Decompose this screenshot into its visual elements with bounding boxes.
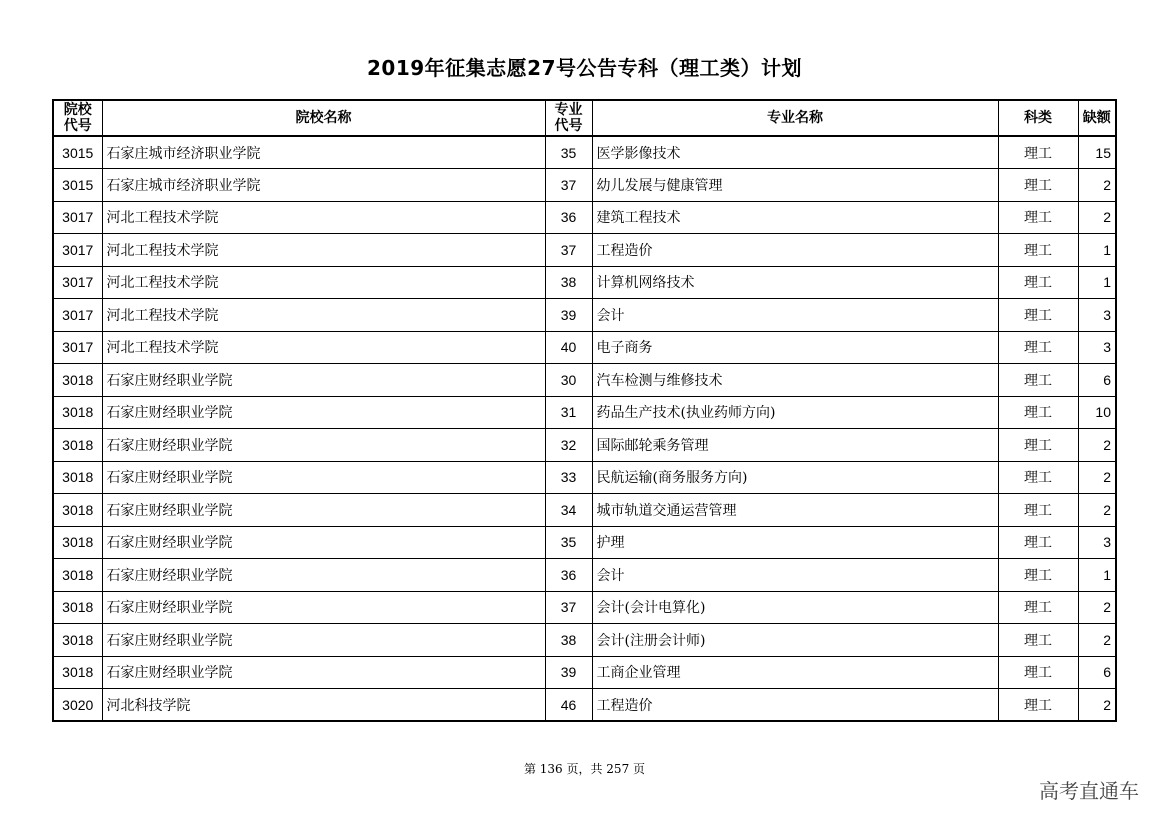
cell-category: 理工 (998, 201, 1078, 234)
table-row (53, 201, 1116, 234)
cell-school-name: 河北工程技术学院 (102, 331, 545, 364)
cell-major-name: 城市轨道交通运营管理 (592, 494, 998, 527)
cell-school-code: 3018 (53, 624, 102, 657)
cell-category: 理工 (998, 656, 1078, 689)
table-row (53, 299, 1116, 332)
cell-quota: 2 (1078, 201, 1116, 234)
table-row (53, 559, 1116, 592)
cell-major-name: 工程造价 (592, 234, 998, 267)
cell-major-name: 国际邮轮乘务管理 (592, 429, 998, 462)
cell-school-name: 河北科技学院 (102, 689, 545, 722)
cell-quota: 2 (1078, 429, 1116, 462)
table-row (53, 689, 1116, 722)
cell-school-name: 石家庄财经职业学院 (102, 656, 545, 689)
cell-category: 理工 (998, 169, 1078, 202)
header-school-name: 院校名称 (102, 100, 545, 136)
cell-school-code: 3018 (53, 656, 102, 689)
table-header-row (53, 100, 1116, 136)
cell-quota: 3 (1078, 299, 1116, 332)
header-category: 科类 (998, 100, 1078, 136)
cell-category: 理工 (998, 299, 1078, 332)
cell-quota: 6 (1078, 364, 1116, 397)
table-row (53, 266, 1116, 299)
cell-category: 理工 (998, 526, 1078, 559)
cell-quota: 1 (1078, 559, 1116, 592)
cell-quota: 2 (1078, 494, 1116, 527)
cell-school-name: 石家庄财经职业学院 (102, 526, 545, 559)
cell-major-name: 电子商务 (592, 331, 998, 364)
cell-major-code: 38 (545, 624, 592, 657)
table-row (53, 429, 1116, 462)
cell-school-name: 河北工程技术学院 (102, 201, 545, 234)
cell-school-name: 石家庄财经职业学院 (102, 591, 545, 624)
page-footer: 第 136 页，共 257 页 (523, 762, 646, 776)
cell-school-code: 3015 (53, 136, 102, 169)
table-row (53, 591, 1116, 624)
cell-major-code: 36 (545, 559, 592, 592)
table-row (53, 234, 1116, 267)
cell-major-code: 35 (545, 136, 592, 169)
cell-category: 理工 (998, 429, 1078, 462)
cell-major-code: 33 (545, 461, 592, 494)
cell-major-code: 35 (545, 526, 592, 559)
table-row (53, 331, 1116, 364)
header-school-code: 院校 代号 (53, 100, 102, 136)
page-title: 2019年征集志愿27号公告专科（理工类）计划 (367, 56, 802, 80)
cell-category: 理工 (998, 396, 1078, 429)
table-row (53, 624, 1116, 657)
cell-major-code: 36 (545, 201, 592, 234)
cell-major-code: 37 (545, 234, 592, 267)
cell-school-name: 石家庄城市经济职业学院 (102, 136, 545, 169)
cell-category: 理工 (998, 494, 1078, 527)
plan-table (52, 99, 1117, 722)
cell-category: 理工 (998, 461, 1078, 494)
cell-quota: 2 (1078, 591, 1116, 624)
cell-school-code: 3017 (53, 201, 102, 234)
cell-category: 理工 (998, 624, 1078, 657)
cell-category: 理工 (998, 591, 1078, 624)
table-row (53, 656, 1116, 689)
table-row (53, 396, 1116, 429)
cell-school-code: 3018 (53, 559, 102, 592)
cell-major-name: 建筑工程技术 (592, 201, 998, 234)
cell-major-name: 会计 (592, 559, 998, 592)
cell-school-code: 3018 (53, 591, 102, 624)
cell-school-code: 3017 (53, 266, 102, 299)
table-row (53, 169, 1116, 202)
cell-school-name: 河北工程技术学院 (102, 299, 545, 332)
cell-school-name: 石家庄财经职业学院 (102, 461, 545, 494)
cell-category: 理工 (998, 234, 1078, 267)
cell-major-name: 医学影像技术 (592, 136, 998, 169)
cell-major-name: 工商企业管理 (592, 656, 998, 689)
cell-quota: 2 (1078, 169, 1116, 202)
cell-major-code: 37 (545, 591, 592, 624)
cell-school-code: 3018 (53, 364, 102, 397)
cell-major-name: 幼儿发展与健康管理 (592, 169, 998, 202)
cell-school-code: 3015 (53, 169, 102, 202)
cell-major-name: 工程造价 (592, 689, 998, 722)
cell-major-name: 汽车检测与维修技术 (592, 364, 998, 397)
cell-major-code: 32 (545, 429, 592, 462)
cell-major-name: 护理 (592, 526, 998, 559)
cell-quota: 2 (1078, 689, 1116, 722)
header-major-code: 专业 代号 (545, 100, 592, 136)
header-quota: 缺额 (1078, 100, 1116, 136)
cell-major-name: 计算机网络技术 (592, 266, 998, 299)
cell-quota: 10 (1078, 396, 1116, 429)
cell-category: 理工 (998, 559, 1078, 592)
cell-school-name: 石家庄财经职业学院 (102, 429, 545, 462)
cell-quota: 2 (1078, 461, 1116, 494)
cell-school-code: 3018 (53, 494, 102, 527)
cell-school-name: 石家庄财经职业学院 (102, 494, 545, 527)
cell-major-name: 会计(注册会计师) (592, 624, 998, 657)
cell-major-code: 37 (545, 169, 592, 202)
cell-major-name: 会计(会计电算化) (592, 591, 998, 624)
cell-school-code: 3017 (53, 299, 102, 332)
cell-major-name: 药品生产技术(执业药师方向) (592, 396, 998, 429)
cell-quota: 3 (1078, 526, 1116, 559)
cell-major-code: 40 (545, 331, 592, 364)
cell-school-name: 石家庄财经职业学院 (102, 624, 545, 657)
cell-school-code: 3018 (53, 396, 102, 429)
cell-school-name: 石家庄财经职业学院 (102, 396, 545, 429)
table-row (53, 461, 1116, 494)
cell-quota: 15 (1078, 136, 1116, 169)
cell-quota: 6 (1078, 656, 1116, 689)
header-major-name: 专业名称 (592, 100, 998, 136)
cell-category: 理工 (998, 331, 1078, 364)
table-body (53, 136, 1116, 721)
cell-category: 理工 (998, 689, 1078, 722)
cell-category: 理工 (998, 364, 1078, 397)
cell-major-code: 46 (545, 689, 592, 722)
cell-major-code: 39 (545, 656, 592, 689)
cell-school-name: 石家庄城市经济职业学院 (102, 169, 545, 202)
cell-major-code: 34 (545, 494, 592, 527)
cell-school-name: 石家庄财经职业学院 (102, 364, 545, 397)
table-row (53, 494, 1116, 527)
cell-school-name: 河北工程技术学院 (102, 266, 545, 299)
cell-category: 理工 (998, 136, 1078, 169)
cell-quota: 1 (1078, 234, 1116, 267)
cell-school-code: 3018 (53, 429, 102, 462)
cell-school-name: 河北工程技术学院 (102, 234, 545, 267)
cell-quota: 3 (1078, 331, 1116, 364)
cell-quota: 2 (1078, 624, 1116, 657)
cell-major-code: 30 (545, 364, 592, 397)
cell-major-code: 38 (545, 266, 592, 299)
watermark: 高考直通车 (1039, 779, 1139, 803)
cell-school-code: 3020 (53, 689, 102, 722)
cell-school-code: 3018 (53, 461, 102, 494)
cell-major-code: 31 (545, 396, 592, 429)
cell-quota: 1 (1078, 266, 1116, 299)
table-row (53, 136, 1116, 169)
cell-major-code: 39 (545, 299, 592, 332)
cell-category: 理工 (998, 266, 1078, 299)
cell-school-name: 石家庄财经职业学院 (102, 559, 545, 592)
table-row (53, 526, 1116, 559)
cell-major-name: 会计 (592, 299, 998, 332)
cell-school-code: 3017 (53, 331, 102, 364)
cell-school-code: 3017 (53, 234, 102, 267)
table-row (53, 364, 1116, 397)
cell-school-code: 3018 (53, 526, 102, 559)
cell-major-name: 民航运输(商务服务方向) (592, 461, 998, 494)
